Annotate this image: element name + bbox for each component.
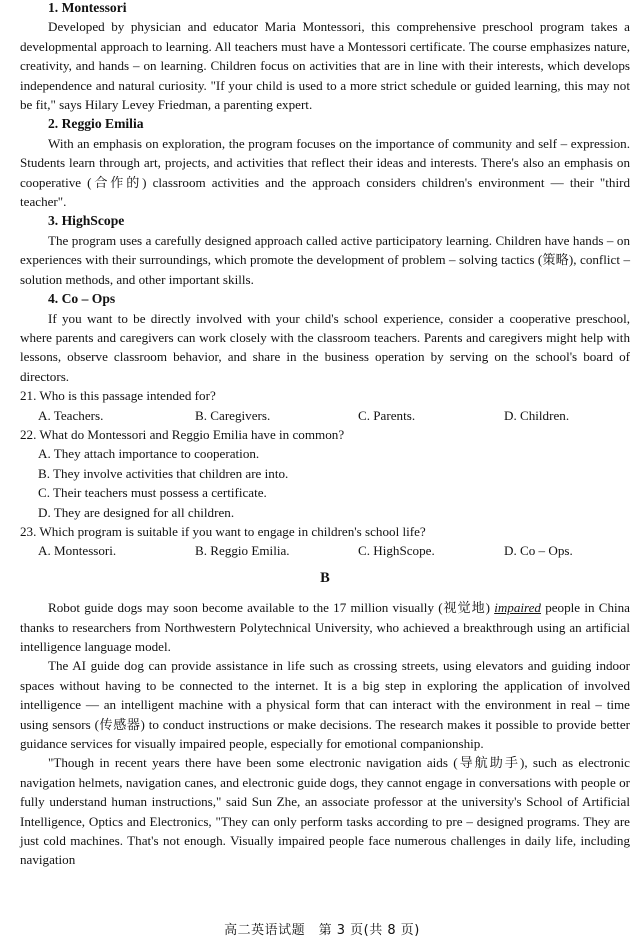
passage-b-paragraph-3: "Though in recent years there have been some electronic navigation aids (导航助手), such as electronic navigation helmets, navigation canes, and electronic guide dogs, they cannot engage in conversations with people or fully understand human instructions," said Sun Zhe, an associate professor at the university's School of Artificial Intelligence, Optics and Electronics, "They can only perform tasks according to pre – designed programs. They are just cold machines. That's not enough. Visually impaired people face numerous challenges in daily life, including navigation [20,755,630,868]
paragraph-reggio-emilia: With an emphasis on exploration, the program focuses on the importance of community and self – expression. Students learn through art, projects, and activities that reflect their ideas and interests. There's also an emphasis on cooperative (合作的) classroom activities and the approach considers children's environment — their "third teacher". [20,135,630,210]
option-a: A. Montessori. [38,543,117,559]
question-21-options [20,406,630,425]
heading-montessori: 1. Montessori [48,0,127,15]
paragraph-highscope: The program uses a carefully designed approach called active participatory learning. Children have hands – on experiences with their surroundings, which promote the development of problem – solving tactics (策略), conflict – solution methods, and other important skills. [20,232,630,287]
option-d: D. Children. [504,407,570,423]
question-23-options [20,541,630,560]
option-a: A. Teachers. [38,407,104,423]
option-b: B. Caregivers. [195,407,271,423]
question-23: 23. Which program is suitable if you want to engage in children's school life? [20,523,426,539]
heading-reggio-emilia: 2. Reggio Emilia [48,116,144,132]
option-d: D. Co – Ops. [504,543,573,559]
option-c: C. HighScope. [358,543,435,559]
heading-highscope: 3. HighScope [48,213,125,229]
section-b-label: B [320,569,330,586]
option-d: D. They are designed for all children. [38,504,235,520]
option-b: B. Reggio Emilia. [195,543,290,559]
heading-co-ops: 4. Co – Ops [48,291,116,307]
paragraph-montessori: Developed by physician and educator Maria Montessori, this comprehensive preschool program takes a developmental approach to learning. All teachers must have a Montessori certificate. The course emphasizes nature, creativity, and hands – on learning. Children focus on activities that are in line with their interests, which develops independence and natural curiosity. "If your child is used to a more strict schedule or guided learning, this may not be fit," says Hilary Levey Friedman, a parenting expert. [20,19,630,113]
option-a: A. They attach importance to cooperation. [38,446,260,462]
page-footer: 高二英语试题 第 3 页(共 8 页) [224,923,420,938]
passage-b-p1-start: Robot guide dogs may soon become available to the 17 million visually (视觉地) [48,600,495,616]
option-c: C. Their teachers must possess a certificate. [38,485,267,501]
paragraph-co-ops: If you want to be directly involved with your child's school experience, consider a cooperative preschool, where parents and caregivers can work closely with the classroom teachers. Parents and caregivers might help with lessons, observe classroom behavior, and share in the business operation by serving on the school's board of directors. [20,310,630,384]
question-21: 21. Who is this passage intended for? [20,388,216,404]
passage-b-p1-end: people in China thanks to researchers from Northwestern Polytechnical University, who achieved a breakthrough using an artificial intelligence language model. [20,600,630,654]
option-c: C. Parents. [358,407,416,423]
question-22: 22. What do Montessori and Reggio Emilia have in common? [20,426,345,442]
passage-b-paragraph-2: The AI guide dog can provide assistance in life such as crossing streets, using elevators and guiding indoor spaces without having to be connected to the internet. It is a big step in exploring the application of involved intelligence — an intelligent machine with a physical form that can interact with the environment in real – time using sensors (传感器) to conduct instructions or make decisions. The research makes it possible to provide better guidance services for visually impaired people, especially for emotional companionship. [20,658,630,752]
option-b: B. They involve activities that children are into. [38,465,289,481]
page-content [20,0,630,870]
passage-b-paragraph-1 [20,598,630,656]
underlined-word-impaired: impaired [494,600,541,616]
